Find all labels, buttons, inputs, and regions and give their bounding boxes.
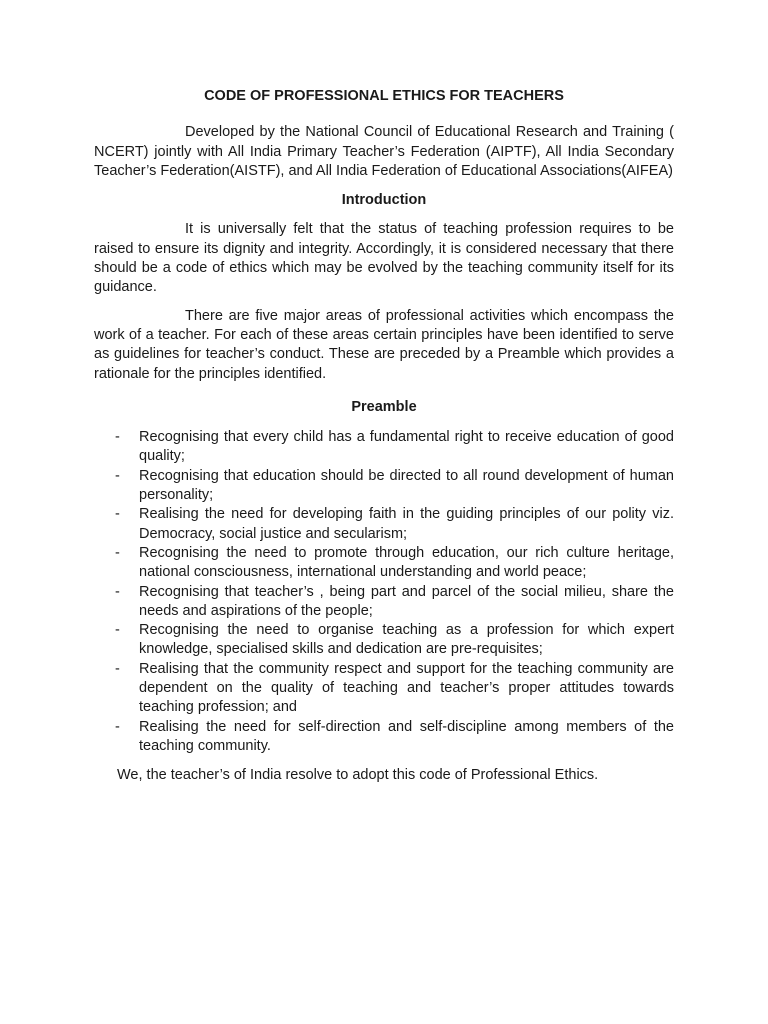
preamble-item-text: Recognising the need to promote through education, our rich culture heritage, national consciousness, international understanding and world peace; xyxy=(139,544,674,581)
bullet-dash: - xyxy=(115,718,120,735)
introduction-heading: Introduction xyxy=(341,192,427,209)
bullet-dash: - xyxy=(115,544,120,561)
preamble-item xyxy=(94,428,674,467)
bullet-dash: - xyxy=(115,429,120,446)
preamble-item-text: Recognising that teacher’s , being part and parcel of the social milieu, share the needs and aspirations of the people; xyxy=(139,583,674,619)
closing-resolution: We, the teacher’s of India resolve to adopt this code of Professional Ethics. xyxy=(117,767,599,784)
preamble-list xyxy=(94,428,674,756)
preamble-item-text: Realising that the community respect and support for the teaching community are dependent on the quality of teaching and teacher’s proper attitudes towards teaching profession; and xyxy=(139,660,674,716)
preamble-item-text: Realising the need for developing faith in the guiding principles of our polity viz. Democracy, social justice and secularism; xyxy=(139,506,674,542)
paragraph-gap xyxy=(94,298,674,307)
preamble-item xyxy=(94,467,674,506)
preamble-item xyxy=(94,505,674,544)
preamble-item-text: Recognising that every child has a fundamental right to receive education of good quality; xyxy=(139,429,674,465)
preamble-item-text: Realising the need for self-direction and self-discipline among members of the teaching community. xyxy=(139,718,674,754)
document-title: CODE OF PROFESSIONAL ETHICS FOR TEACHERS xyxy=(204,88,564,104)
document-body xyxy=(94,87,674,786)
bullet-dash: - xyxy=(115,660,120,677)
intro-paragraph: Developed by the National Council of Educational Research and Training ( NCERT) jointly with All India Primary Teacher’s Federation (AIPTF), All India Secondary Teacher’s Federation(AISTF), and All India Federation of Educational Associations(AIFEA) xyxy=(94,124,674,179)
bullet-dash: - xyxy=(115,583,120,600)
preamble-item xyxy=(94,583,674,622)
preamble-heading: Preamble xyxy=(351,398,417,415)
bullet-dash: - xyxy=(115,622,120,639)
preamble-item-text: Recognising the need to organise teaching as a profession for which expert knowledge, specialised skills and dedication are pre-requisites; xyxy=(139,622,674,658)
introduction-paragraph-2: There are five major areas of professional activities which encompass the work of a teacher. For each of these areas certain principles have been identified to serve as guidelines for teacher’s conduct. These are preceded by a Preamble which provides a rationale for the principles identified. xyxy=(94,307,674,382)
introduction-paragraph-1: It is universally felt that the status of teaching profession requires to be raised to ensure its dignity and integrity. Accordingly, it is considered necessary that there should be a code of ethics which may be evolved by the teaching community itself for its guidance. xyxy=(94,221,674,296)
bullet-dash: - xyxy=(115,506,120,523)
preamble-item xyxy=(94,718,674,757)
preamble-item xyxy=(94,544,674,583)
preamble-item xyxy=(94,660,674,718)
preamble-item-text: Recognising that education should be directed to all round development of human personality; xyxy=(139,467,674,504)
bullet-dash: - xyxy=(115,467,120,484)
preamble-item xyxy=(94,621,674,660)
